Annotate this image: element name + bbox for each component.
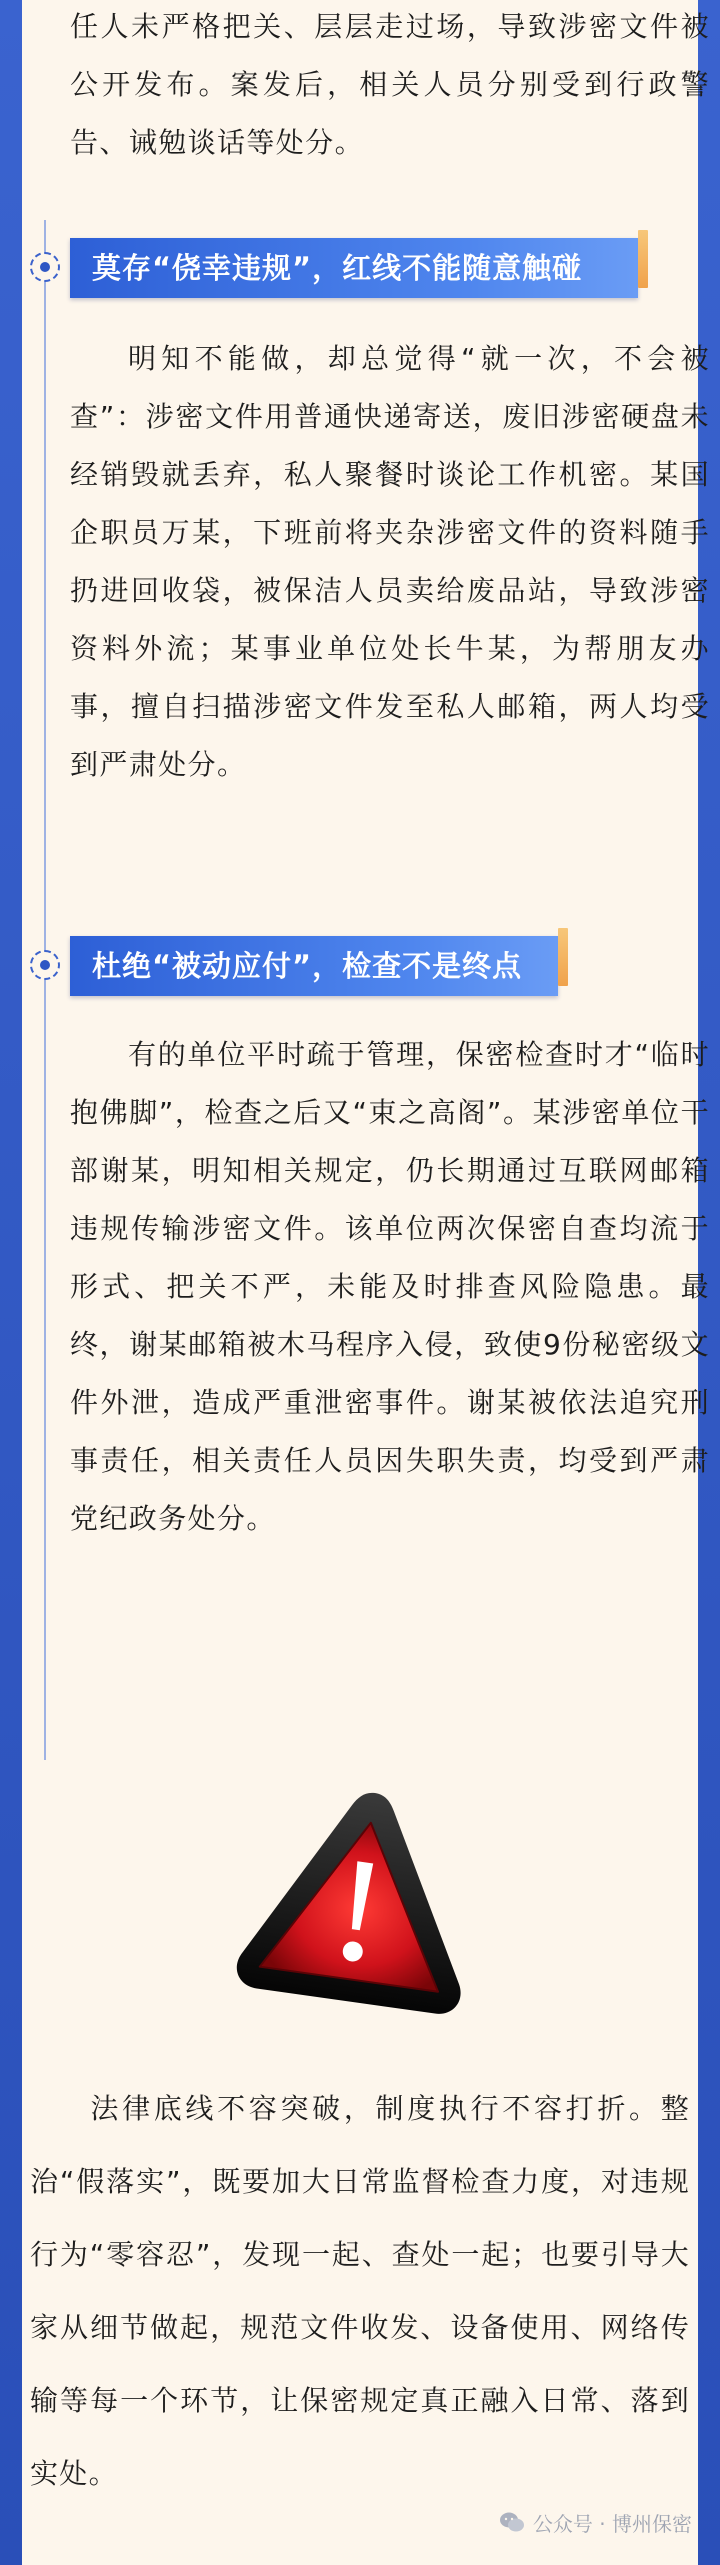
paragraph-section-2: 有的单位平时疏于管理，保密检查时才“临时抱佛脚”，检查之后又“束之高阁”。某涉密单位干部谢某，明知相关规定，仍长期通过互联网邮箱违规传输涉密文件。该单位两次保密自查均流于形式、把关不严，未能及时排查风险隐患。最终，谢某邮箱被木马程序入侵，致使9份秘密级文件外泄，造成严重泄密事件。谢某被依法追究刑事责任，相关责任人员因失职失责，均受到严肃党纪政务处分。 (70, 1038, 710, 1535)
conclusion-text: 法律底线不容突破，制度执行不容打折。整治“假落实”，既要加大日常监督检查力度，对违规行为“零容忍”，发现一起、查处一起；也要引导大家从细节做起，规范文件收发、设备使用、网络传输等每一个环节，让保密规定真正融入日常、落到实处。 (30, 2092, 690, 2490)
left-border-strip (0, 0, 22, 2565)
section-heading-2 (70, 936, 558, 996)
paragraph-conclusion (30, 2072, 690, 2510)
watermark (499, 2505, 692, 2539)
exclamation-warning-icon (230, 1780, 490, 2020)
paragraph-intro-tail: 任人未严格把关、层层走过场，导致涉密文件被公开发布。案发后，相关人员分别受到行政警告、诫勉谈话等处分。 (70, 10, 710, 159)
heading-accent-bar (638, 230, 648, 288)
section-heading-1-text: 莫存“侥幸违规”，红线不能随意触碰 (92, 251, 583, 285)
paragraph-section-1: 明知不能做，却总觉得“就一次，不会被查”：涉密文件用普通快递寄送，废旧涉密硬盘未经销毁就丢弃，私人聚餐时谈论工作机密。某国企职员万某，下班前将夹杂涉密文件的资料随手扔进回收袋，被保洁人员卖给废品站，导致涉密资料外流；某事业单位处长牛某，为帮朋友办事，擅自扫描涉密文件发至私人邮箱，两人均受到严肃处分。 (70, 342, 710, 781)
section-heading-2-text: 杜绝“被动应付”，检查不是终点 (92, 949, 523, 983)
section-heading-1 (70, 238, 638, 298)
timeline-dot-2 (30, 950, 60, 980)
timeline-line (44, 220, 46, 1760)
wechat-icon (499, 2511, 525, 2533)
watermark-text: 公众号 · 博州保密 (532, 2511, 692, 2536)
heading-accent-bar (558, 928, 568, 986)
timeline-dot-1 (30, 252, 60, 282)
